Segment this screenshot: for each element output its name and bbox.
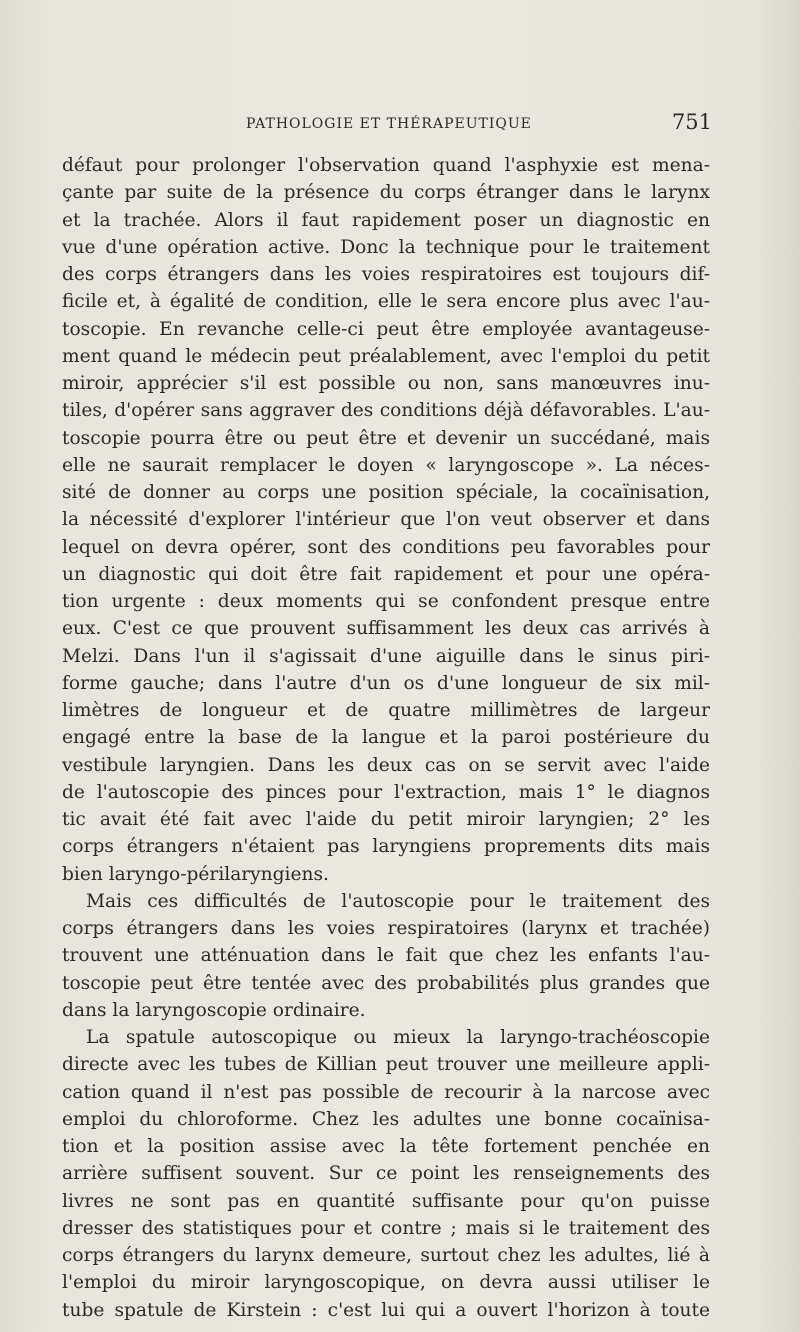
text-line: sité de donner au corps une position spéciale, la cocaïnisation, xyxy=(62,482,710,503)
text-line: vestibule laryngien. Dans les deux cas on se servit avec l'aide xyxy=(62,754,710,776)
text-line: tic avait été fait avec l'aide du petit miroir laryngien; 2° les xyxy=(62,809,710,830)
text-line: l'emploi du miroir laryngoscopique, on devra aussi utiliser le xyxy=(62,1272,710,1294)
text-line: eux. C'est ce que prouvent suffisamment les deux cas arrivés à xyxy=(62,618,710,640)
page-number: 751 xyxy=(671,110,712,134)
text-line: corps étrangers n'étaient pas laryngiens proprements dits mais xyxy=(62,836,710,858)
text-line: Mais ces difficultés de l'autoscopie pour le traitement des xyxy=(86,890,710,912)
text-line: la nécessité d'explorer l'intérieur que l'on veut observer et dans xyxy=(62,509,710,531)
text-line: ment quand le médecin peut préalablement, avec l'emploi du petit xyxy=(62,345,710,367)
text-line: dresser des statistiques pour et contre ; mais si le traitement des xyxy=(62,1217,710,1239)
text-line: lequel on devra opérer, sont des conditions peu favorables pour xyxy=(62,536,710,558)
text-line: limètres de longueur et de quatre millimètres de largeur xyxy=(62,700,710,721)
text-line: dans la laryngoscopie ordinaire. xyxy=(62,999,366,1021)
text-line: trouvent une atténuation dans le fait que chez les enfants l'au- xyxy=(62,945,710,967)
text-line: toscopie pourra être ou peut être et devenir un succédané, mais xyxy=(62,427,710,449)
text-line: vue d'une opération active. Donc la technique pour le traitement xyxy=(62,236,710,258)
running-head: PATHOLOGIE ET THÉRAPEUTIQUE xyxy=(246,116,532,132)
body-text xyxy=(62,152,710,1324)
text-line: Melzi. Dans l'un il s'agissait d'une aiguille dans le sinus piri- xyxy=(62,645,710,667)
text-line: cation quand il n'est pas possible de recourir à la narcose avec xyxy=(62,1081,710,1103)
text-line: çante par suite de la présence du corps étranger dans le larynx xyxy=(62,182,710,204)
text-line: tube spatule de Kirstein : c'est lui qui a ouvert l'horizon à toute xyxy=(62,1299,710,1321)
text-line: arrière suffisent souvent. Sur ce point les renseignements des xyxy=(62,1163,710,1185)
text-line: La spatule autoscopique ou mieux la laryngo-trachéoscopie xyxy=(86,1027,710,1048)
text-line: des corps étrangers dans les voies respiratoires est toujours dif- xyxy=(62,264,710,285)
text-line: défaut pour prolonger l'observation quand l'asphyxie est mena- xyxy=(62,155,710,176)
text-line: de l'autoscopie des pinces pour l'extraction, mais 1° le diagnos xyxy=(62,781,710,803)
text-line: tiles, d'opérer sans aggraver des conditions déjà défavorables. L'au- xyxy=(62,400,710,422)
text-line: toscopie. En revanche celle-ci peut être employée avantageuse- xyxy=(62,318,710,340)
text-line: bien laryngo-périlaryngiens. xyxy=(62,863,329,885)
text-line: tion et la position assise avec la tête fortement penchée en xyxy=(62,1136,710,1157)
text-line: livres ne sont pas en quantité suffisante pour qu'on puisse xyxy=(62,1190,710,1212)
text-line: forme gauche; dans l'autre d'un os d'une longueur de six mil- xyxy=(62,672,710,694)
text-line: emploi du chloroforme. Chez les adultes une bonne cocaïnisa- xyxy=(62,1108,710,1130)
text-line: engagé entre la base de la langue et la paroi postérieure du xyxy=(62,727,710,749)
text-line: corps étrangers du larynx demeure, surtout chez les adultes, lié à xyxy=(62,1245,710,1266)
text-line: un diagnostic qui doit être fait rapidement et pour une opéra- xyxy=(62,563,710,585)
text-line: et la trachée. Alors il faut rapidement poser un diagnostic en xyxy=(62,209,710,231)
text-line: directe avec les tubes de Killian peut trouver une meilleure appli- xyxy=(62,1054,710,1076)
text-line: miroir, apprécier s'il est possible ou non, sans manœuvres inu- xyxy=(62,373,710,394)
text-line: tion urgente : deux moments qui se confondent presque entre xyxy=(62,591,710,612)
page-header xyxy=(62,110,712,140)
text-line: toscopie peut être tentée avec des probabilités plus grandes que xyxy=(62,972,710,994)
text-line: elle ne saurait remplacer le doyen « laryngoscope ». La néces- xyxy=(62,454,710,476)
text-line: ficile et, à égalité de condition, elle le sera encore plus avec l'au- xyxy=(62,291,710,313)
text-line: corps étrangers dans les voies respiratoires (larynx et trachée) xyxy=(62,918,710,939)
